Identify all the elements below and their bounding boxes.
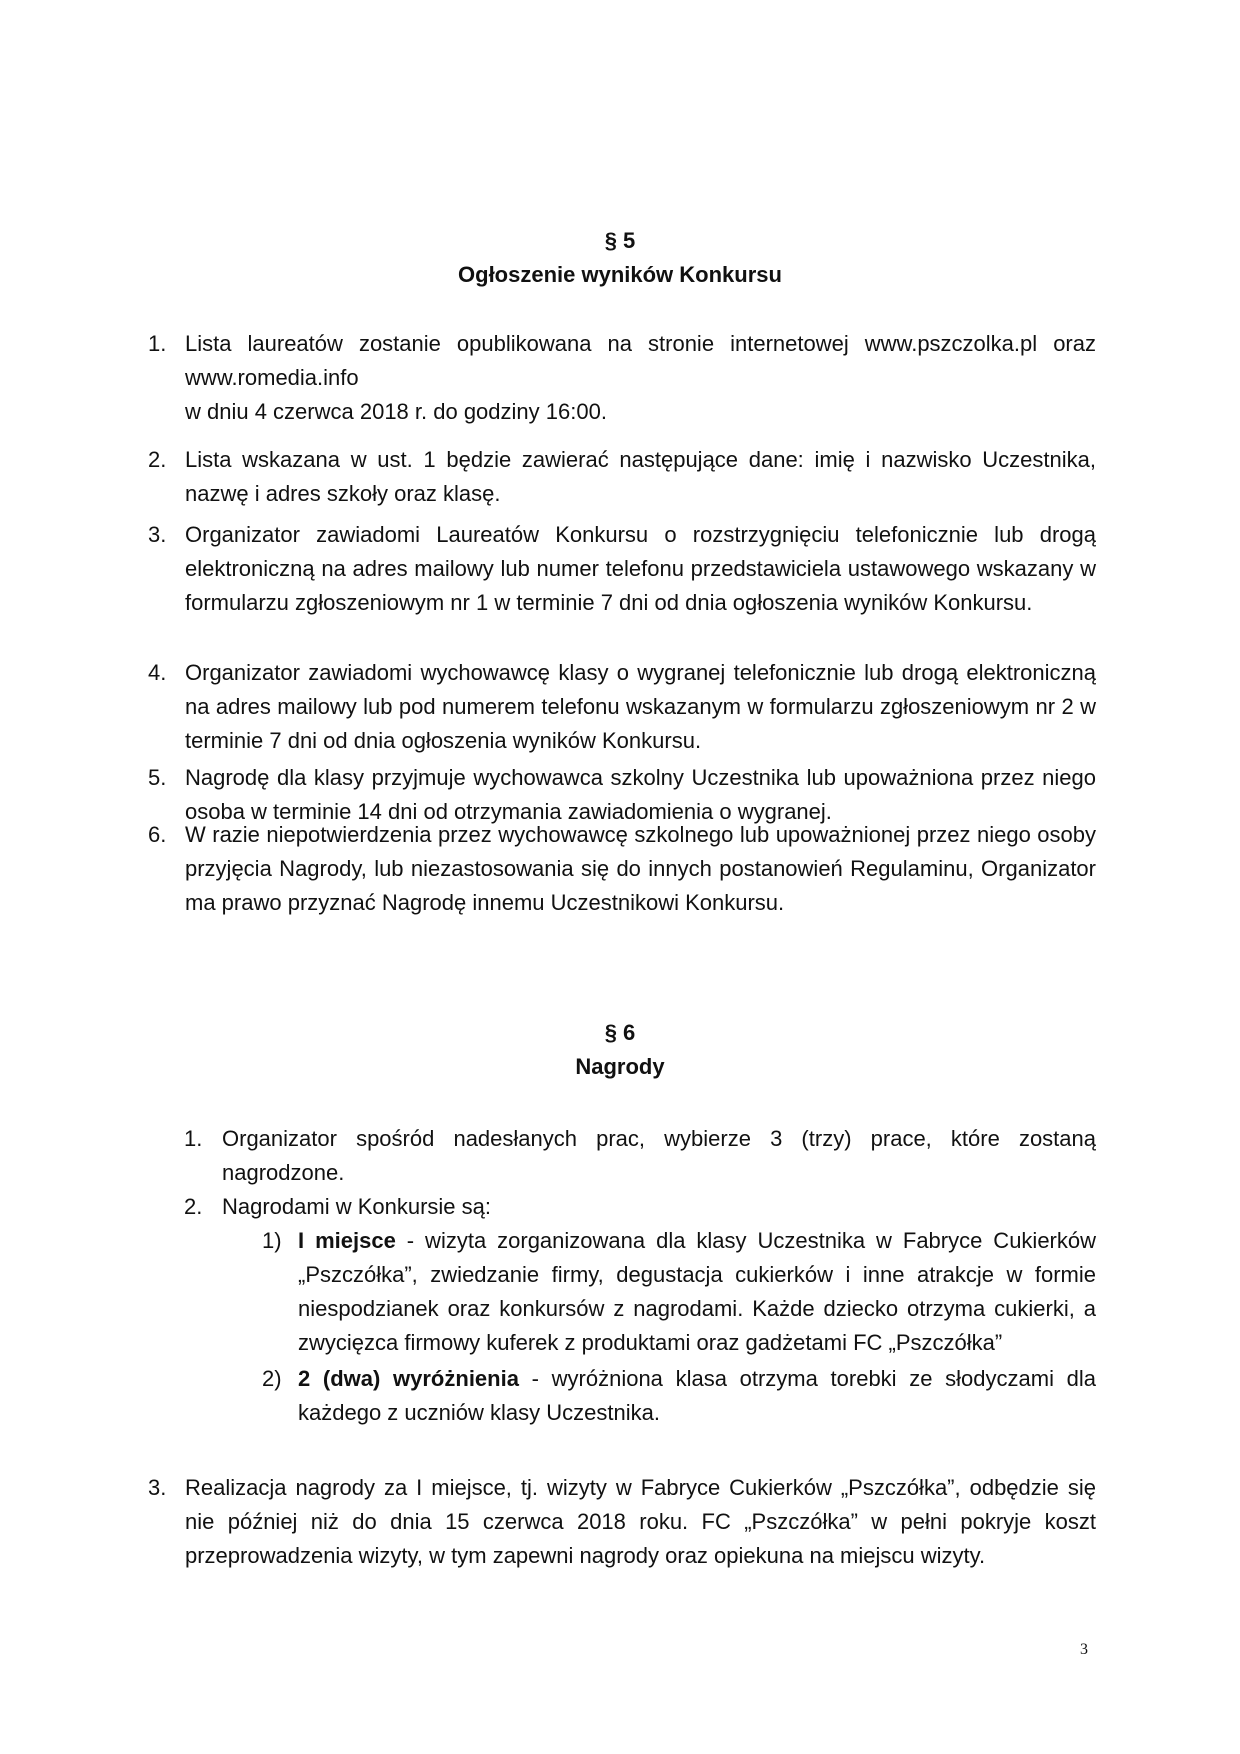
item-text: Lista wskazana w ust. 1 będzie zawierać następujące dane: imię i nazwisko Uczestnika, nazwę i adres szkoły oraz klasę. bbox=[185, 447, 1096, 506]
section-5-item-3 bbox=[148, 518, 1096, 620]
item-number: 5. bbox=[148, 765, 167, 790]
item-number: 2. bbox=[184, 1194, 203, 1219]
item-number: 3. bbox=[148, 522, 167, 547]
prize-text bbox=[298, 1224, 1096, 1360]
section-6-item-2 bbox=[184, 1190, 1096, 1224]
prize-number: 1) bbox=[262, 1228, 282, 1253]
item-number: 1. bbox=[184, 1126, 203, 1151]
prize-number: 2) bbox=[262, 1366, 282, 1391]
item-text: Organizator zawiadomi Laureatów Konkursu o rozstrzygnięciu telefonicznie lub drogą elektroniczną na adres mailowy lub numer telefonu przedstawiciela ustawowego wskazany w formularzu zgłoszeniowym nr 1 w terminie 7 dni od dnia ogłoszenia wyników Konkursu. bbox=[185, 522, 1096, 615]
section-5-item-6 bbox=[148, 818, 1096, 920]
item-number: 4. bbox=[148, 660, 167, 685]
section-6-title: Nagrody bbox=[575, 1054, 665, 1079]
item-number: 1. bbox=[148, 331, 167, 356]
item-text bbox=[185, 327, 1096, 429]
prize-title: 2 (dwa) wyróżnienia bbox=[298, 1366, 519, 1391]
prize-text bbox=[298, 1362, 1096, 1430]
prize-description: - wizyta zorganizowana dla klasy Uczestnika w Fabryce Cukierków „Pszczółka”, zwiedzanie firmy, degustacja cukierków i inne atrakcje w formie niespodzianek oraz konkursów z nagrodami. Każde dziecko otrzyma cukierki, a zwycięzca firmowy kuferek z produktami oraz gadżetami FC „Pszczółka” bbox=[298, 1228, 1097, 1355]
item-number: 6. bbox=[148, 822, 167, 847]
prize-2 bbox=[262, 1362, 1096, 1430]
item-number: 2. bbox=[148, 447, 167, 472]
item-text-part-1: Lista laureatów zostanie opublikowana na stronie internetowej www.pszczolka.pl oraz www.romedia.info bbox=[185, 331, 1096, 390]
item-text-part-2: w dniu 4 czerwca 2018 r. do godziny 16:00. bbox=[185, 399, 607, 424]
page-number: 3 bbox=[1080, 1641, 1088, 1658]
section-5-title: Ogłoszenie wyników Konkursu bbox=[458, 262, 782, 287]
item-text: Nagrodę dla klasy przyjmuje wychowawca szkolny Uczestnika lub upoważniona przez niego osoba w terminie 14 dni od otrzymania zawiadomienia o wygranej. bbox=[185, 765, 1096, 824]
item-text: W razie niepotwierdzenia przez wychowawcę szkolnego lub upoważnionej przez niego osoby przyjęcia Nagrody, lub niezastosowania się do innych postanowień Regulaminu, Organizator ma prawo przyznać Nagrodę innemu Uczestnikowi Konkursu. bbox=[185, 822, 1096, 915]
section-5-item-1 bbox=[148, 327, 1096, 429]
item-number: 3. bbox=[148, 1475, 167, 1500]
section-6-item-3 bbox=[148, 1471, 1096, 1573]
item-text: Realizacja nagrody za I miejsce, tj. wizyty w Fabryce Cukierków „Pszczółka”, odbędzie się nie później niż do dnia 15 czerwca 2018 roku. FC „Pszczółka” w pełni pokryje koszt przeprowadzenia wizyty, w tym zapewni nagrody oraz opiekuna na miejscu wizyty. bbox=[185, 1475, 1096, 1568]
prize-1 bbox=[262, 1224, 1096, 1360]
section-5-header bbox=[0, 224, 1240, 292]
section-6-item-1 bbox=[184, 1122, 1096, 1190]
prize-description: - wyróżniona klasa otrzyma torebki ze słodyczami dla każdego z uczniów klasy Uczestnika. bbox=[298, 1366, 1096, 1425]
prize-title: I miejsce bbox=[298, 1228, 396, 1253]
item-text: Nagrodami w Konkursie są: bbox=[222, 1194, 492, 1219]
section-6-mark: § 6 bbox=[604, 1020, 636, 1045]
section-5-item-2 bbox=[148, 443, 1096, 511]
section-5-mark: § 5 bbox=[604, 228, 636, 253]
section-5-item-4 bbox=[148, 656, 1096, 758]
item-text: Organizator zawiadomi wychowawcę klasy o wygranej telefonicznie lub drogą elektroniczną na adres mailowy lub pod numerem telefonu wskazanym w formularzu zgłoszeniowym nr 2 w terminie 7 dni od dnia ogłoszenia wyników Konkursu. bbox=[185, 660, 1096, 753]
item-text: Organizator spośród nadesłanych prac, wybierze 3 (trzy) prace, które zostaną nagrodzone. bbox=[222, 1126, 1096, 1185]
section-6-header bbox=[0, 1016, 1240, 1084]
